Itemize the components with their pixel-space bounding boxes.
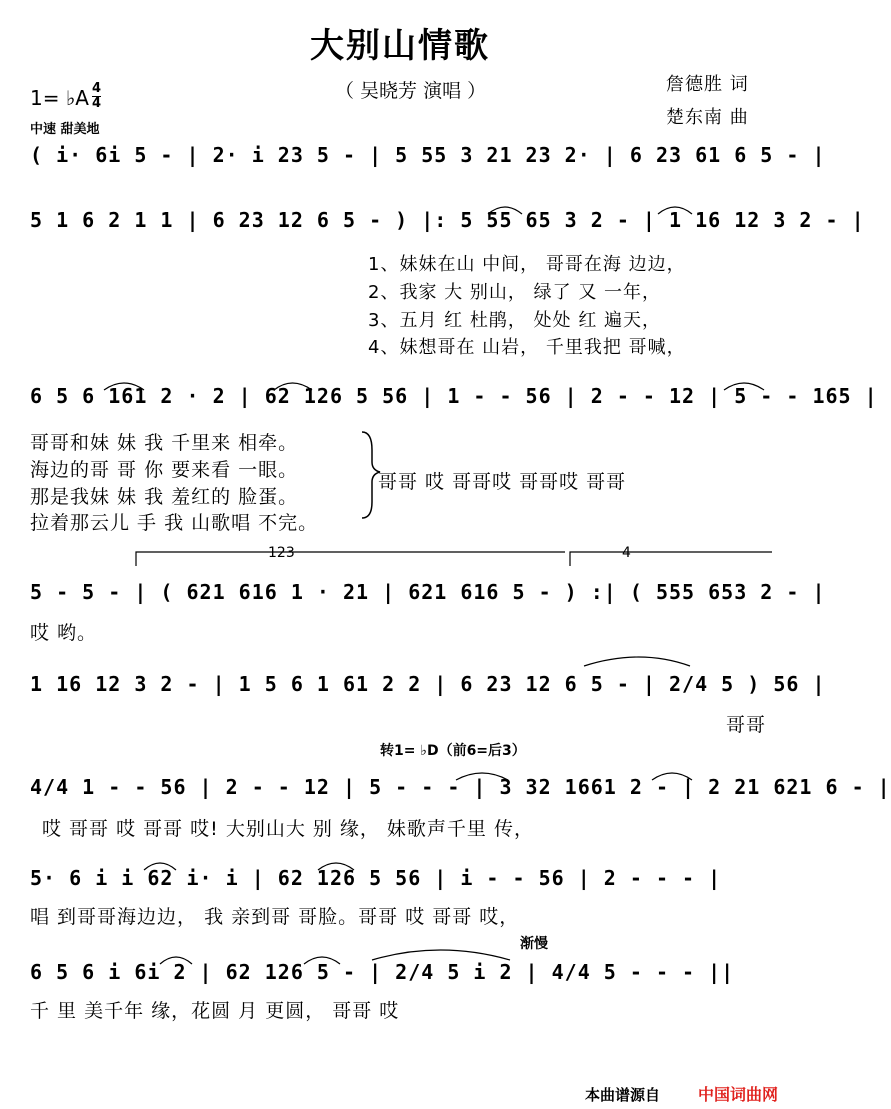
verse-line-1: 1、妹妹在山 中间， 哥哥在海 边边， [368, 254, 686, 275]
verse-line-2: 2、我家 大 别山， 绿了 又 一年， [368, 282, 662, 303]
notation-line-8: 6 5 6 i 6i 2 | 62 126 5 - | 2/4 5 i 2 | 4/4 5 - - - || [30, 960, 735, 984]
slur-mark [724, 383, 764, 390]
slur-mark [456, 773, 508, 780]
verse-line-4: 4、妹想哥在 山岩， 千里我把 哥喊， [368, 337, 686, 358]
lyric-line-4: 哎 哟。 [30, 622, 98, 644]
slur-mark [488, 207, 522, 214]
slur-mark [104, 383, 144, 390]
volta-1-label: 123 [268, 545, 295, 561]
slur-mark [160, 957, 192, 964]
slur-mark [652, 773, 692, 780]
slur-mark [304, 957, 340, 964]
refrain-line-3: 那是我妹 妹 我 羞红的 脸蛋。 [30, 486, 299, 508]
slur-mark [144, 863, 176, 870]
slur-mark [318, 863, 354, 870]
notation-line-4: 5 - 5 - | ( 621 616 1 · 21 | 621 616 5 - ) :| ( 555 653 2 - | [30, 580, 826, 604]
refrain-line-2: 海边的哥 哥 你 要来看 一眼。 [30, 459, 299, 481]
lyric-line-5: 哥哥 [726, 714, 767, 736]
notation-line-5: 1 16 12 3 2 - | 1 5 6 1 61 2 2 | 6 23 12 6 5 - | 2/4 5 ) 56 | [30, 672, 826, 696]
slur-mark [372, 950, 510, 960]
song-title: 大别山情歌 [310, 26, 490, 66]
refrain-line-1: 哥哥和妹 妹 我 千里来 相牵。 [30, 432, 299, 454]
slur-mark [658, 207, 692, 214]
volta-1-bracket [136, 552, 565, 566]
notation-line-2: 5 1 6 2 1 1 | 6 23 12 6 5 - ) |: 5 55 65 3 2 - | 1 16 12 3 2 - | [30, 208, 865, 232]
slur-mark [584, 657, 690, 666]
singer-credit: （ 吴晓芳 演唱 ） [335, 80, 487, 102]
volta-2-label: 4 [622, 545, 631, 561]
verse-line-3: 3、五月 红 杜鹃， 处处 红 遍天， [368, 310, 662, 331]
lyric-line-7: 唱 到哥哥海边边， 我 亲到哥 哥脸。哥哥 哎 哥哥 哎， [30, 906, 520, 928]
time-signature-bottom: 4 [92, 96, 102, 111]
volta-2-bracket [570, 552, 772, 566]
source-label: 本曲谱源自 [585, 1086, 661, 1104]
slur-mark [274, 383, 312, 390]
lyric-line-8: 千 里 美千年 缘，花圆 月 更圆， 哥哥 哎 [30, 1000, 400, 1022]
notation-line-3: 6 5 6 161 2 · 2 | 62 126 5 56 | 1 - - 56 | 2 - - 12 | 5 - - 165 | [30, 384, 878, 408]
refrain-brace [362, 432, 380, 518]
notation-line-1: ( i· 6i 5 - | 2· i 23 5 - | 5 55 3 21 23 2· | 6 23 61 6 5 - | [30, 143, 826, 167]
modulation-marking: 转1= ♭D（前6=后3） [380, 743, 526, 759]
site-name-link[interactable]: 中国词曲网 [698, 1085, 779, 1104]
notation-line-7: 5· 6 i i 62 i· i | 62 126 5 56 | i - - 56 | 2 - - - | [30, 866, 722, 890]
notation-line-6: 4/4 1 - - 56 | 2 - - 12 | 5 - - - | 3 32 1661 2 - | 2 21 621 6 - | [30, 775, 891, 799]
lyricist-credit: 詹德胜 词 [666, 74, 749, 95]
composer-credit: 楚东南 曲 [666, 107, 749, 128]
refrain-line-4: 拉着那云儿 手 我 山歌唱 不完。 [30, 512, 319, 534]
refrain-tail-lyric: 哥哥 哎 哥哥哎 哥哥哎 哥哥 [378, 471, 627, 493]
tempo-change-marking: 渐慢 [520, 936, 548, 952]
tempo-marking: 中速 甜美地 [30, 122, 100, 137]
lyric-line-6: 哎 哥哥 哎 哥哥 哎! 大别山大 别 缘， 妹歌声千里 传， [42, 818, 534, 840]
time-signature-top: 4 [92, 81, 102, 96]
key-signature: 1= ♭A [30, 86, 89, 110]
